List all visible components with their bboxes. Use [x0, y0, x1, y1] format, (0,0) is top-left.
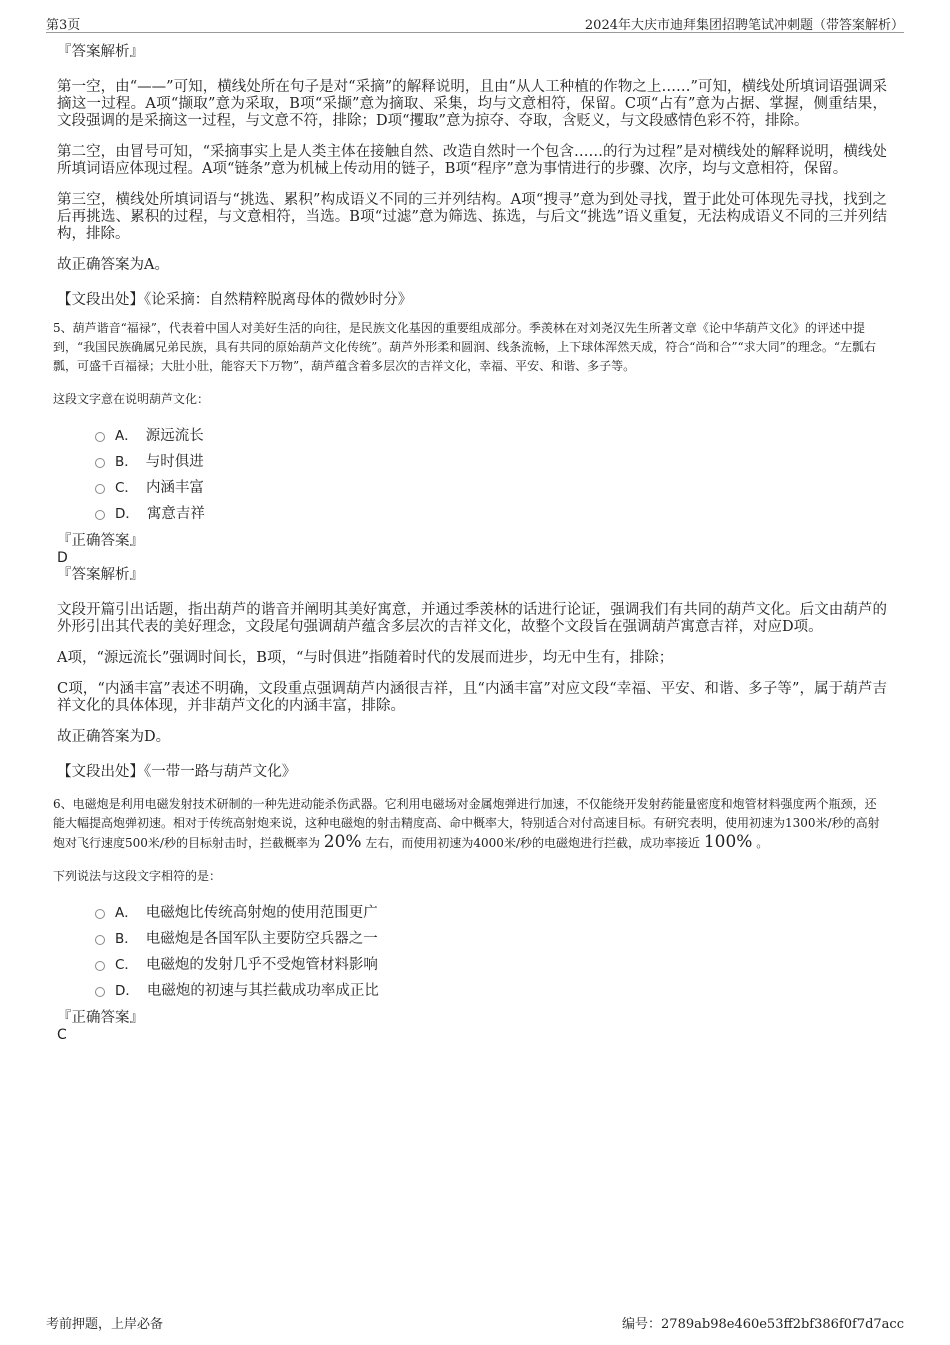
- radio-icon[interactable]: [95, 432, 105, 442]
- q6-correct-answer: C: [57, 1027, 67, 1043]
- q5-conclusion: 故正确答案为D。: [57, 729, 171, 745]
- q5-analysis-para-1: 文段开篇引出话题，指出葫芦的谐音并阐明其美好寓意，并通过季羡林的话进行论证，强调我们有共同的葫芦文化。后文由葫芦的外形引出其代表的美好理念，文段尾句强调葫芦蕴含多层次的吉祥文化，故整个文段旨在强调葫芦寓意吉祥，对应D项。: [57, 602, 887, 635]
- q5-correct-label: 『正确答案』: [57, 533, 144, 549]
- document-title: 2024年大庆市迪拜集团招聘笔试冲刺题（带答案解析）: [584, 18, 904, 33]
- q6-option-d[interactable]: D． 电磁炮的初速与其拦截成功率成正比: [95, 978, 887, 1004]
- q4-analysis-para-3: 第三空，横线处所填词语与“挑选、累积”构成语义不同的三并列结构。A项“搜寻”意为到处寻找，置于此处可体现先寻找，找到之后再挑选、累积的过程，与文意相符，当选。B项“过滤”意为筛选、拣选，与后文“挑选”语义重复，无法构成语义不同的三并列结构，排除。: [57, 192, 887, 242]
- radio-icon[interactable]: [95, 987, 105, 997]
- radio-icon[interactable]: [95, 484, 105, 494]
- q4-analysis-para-2: 第二空，由冒号可知，“采摘事实上是人类主体在接触自然、改造自然时一个包含……的行为过程”是对横线处的解释说明，横线处所填词语应体现过程。A项“链条”意为机械上传动用的链子，B项“程序”意为事情进行的步骤、次序，均与文意相符，保留。: [57, 144, 887, 177]
- q6-stem: 6、电磁炮是利用电磁发射技术研制的一种先进动能杀伤武器。它利用电磁场对金属炮弹进行加速，不仅能绕开发射药能量密度和炮管材料强度两个瓶颈，还能大幅提高炮弹初速。相对于传统高射炮来说，这种电磁炮的射击精度高、命中概率大，特别适合对付高速目标。有研究表明，使用初速为1300米/秒的高射炮对飞行速度500米/秒的目标射击时，拦截概率为 20% 左右，而使用初速为4000米/秒的电磁炮进行拦截，成功率接近 100% 。: [53, 797, 880, 852]
- q5-option-c[interactable]: C． 内涵丰富: [95, 475, 887, 501]
- q6-correct-label: 『正确答案』: [57, 1010, 144, 1026]
- page-header: [46, 12, 904, 33]
- q5-options: [95, 423, 887, 527]
- radio-icon[interactable]: [95, 935, 105, 945]
- q6-percent-2: 100%: [703, 832, 753, 852]
- q5-stem: 5、葫芦谐音“福禄”，代表着中国人对美好生活的向往，是民族文化基因的重要组成部分。季羡林在对刘尧汉先生所著文章《论中华葫芦文化》的评述中提到，“我国民族确属兄弟民族，具有共同的原始葫芦文化传统”。葫芦外形柔和圆润、线条流畅，上下球体浑然天成，符合“尚和合”“求大同”的理念。“左瓢右瓢，可盛千百福禄；大肚小肚，能容天下万物”，葫芦蕴含着多层次的吉祥文化，幸福、平安、和谐、多子等。: [53, 321, 876, 373]
- q4-analysis-para-1: 第一空，由“——”可知，横线处所在句子是对“采摘”的解释说明，且由“从人工种植的作物之上……”可知，横线处所填词语强调采摘这一过程。A项“撷取”意为采取，B项“采撷”意为摘取、采集，均与文意相符，保留。C项“占有”意为占据、掌握，侧重结果，文段强调的是采摘这一过程，与文意不符，排除；D项“攫取”意为掠夺、夺取，含贬义，与文段感情色彩不符，排除。: [57, 79, 887, 129]
- footer-slogan: 考前押题，上岸必备: [46, 1317, 164, 1332]
- q5-analysis-label: 『答案解析』: [57, 567, 144, 583]
- q5-question: 这段文字意在说明葫芦文化：: [53, 392, 210, 406]
- page-number: 第3页: [46, 18, 81, 33]
- q6-option-c[interactable]: C． 电磁炮的发射几乎不受炮管材料影响: [95, 952, 887, 978]
- q4-source: 【文段出处】《论采摘：自然精粹脱离母体的微妙时分》: [57, 292, 413, 308]
- q6-question: 下列说法与这段文字相符的是：: [53, 869, 222, 883]
- q6-options: [95, 900, 887, 1004]
- q5-analysis-para-3: C项，“内涵丰富”表述不明确，文段重点强调葫芦内涵很吉祥，且“内涵丰富”对应文段“幸福、平安、和谐、多子等”，属于葫芦吉祥文化的具体体现，并非葫芦文化的内涵丰富，排除。: [57, 681, 887, 714]
- q6-option-b[interactable]: B． 电磁炮是各国军队主要防空兵器之一: [95, 926, 887, 952]
- q5-option-a[interactable]: A． 源远流长: [95, 423, 887, 449]
- q5-option-d[interactable]: D． 寓意吉祥: [95, 501, 887, 527]
- q5-source: 【文段出处】《一带一路与葫芦文化》: [57, 764, 297, 780]
- radio-icon[interactable]: [95, 510, 105, 520]
- q5-analysis-para-2: A项，“源远流长”强调时间长，B项，“与时俱进”指随着时代的发展而进步，均无中生有，排除；: [57, 650, 674, 666]
- q5-option-b[interactable]: B． 与时俱进: [95, 449, 887, 475]
- q6-option-a[interactable]: A． 电磁炮比传统高射炮的使用范围更广: [95, 900, 887, 926]
- radio-icon[interactable]: [95, 909, 105, 919]
- footer-serial: 编号：2789ab98e460e53ff2bf386f0f7d7acc: [622, 1317, 904, 1332]
- q6-percent-1: 20%: [323, 832, 362, 852]
- q5-correct-answer: D: [57, 550, 68, 566]
- radio-icon[interactable]: [95, 961, 105, 971]
- q4-conclusion: 故正确答案为A。: [57, 257, 169, 273]
- page-content: [53, 44, 887, 1044]
- radio-icon[interactable]: [95, 458, 105, 468]
- q4-analysis-label: 『答案解析』: [57, 44, 144, 60]
